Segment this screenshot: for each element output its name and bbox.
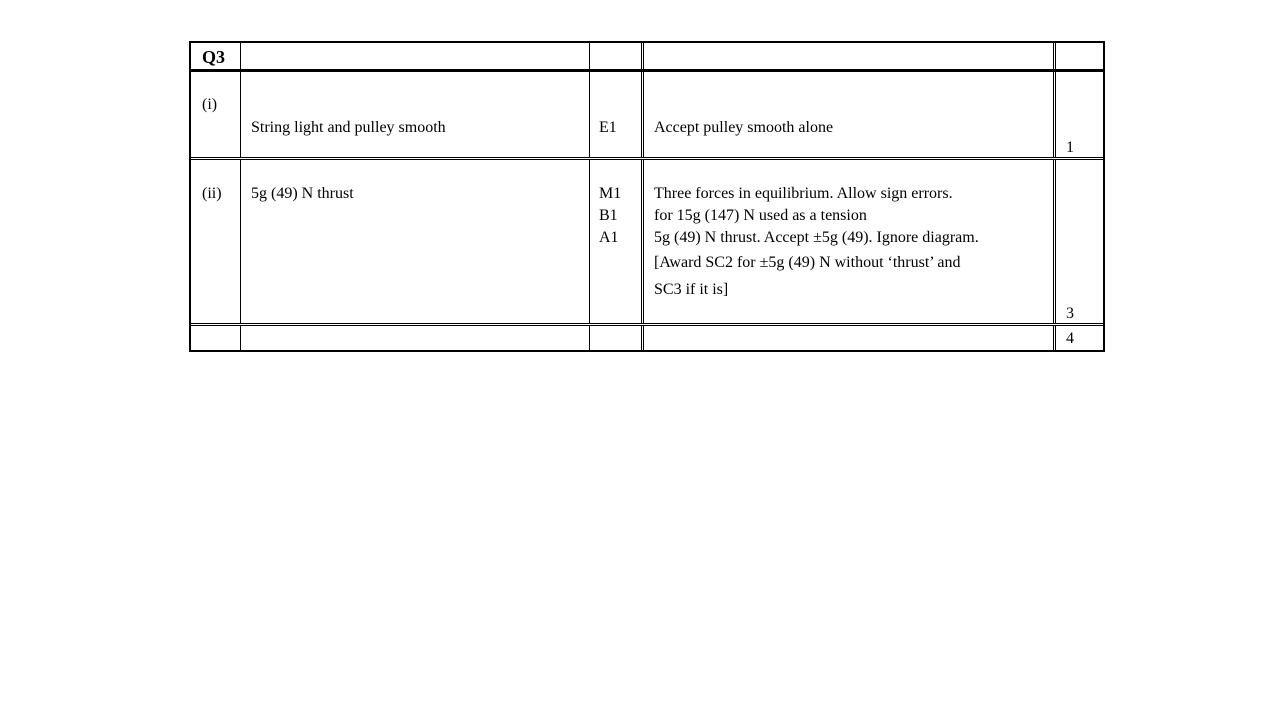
part-total: 1 (1066, 139, 1074, 156)
table-row (191, 72, 1103, 160)
header-mark-cell (590, 43, 644, 69)
answer-cell (241, 160, 590, 323)
part-cell (191, 160, 241, 323)
footer-mark-cell (590, 326, 644, 350)
mark-code: E1 (599, 119, 617, 136)
mark-scheme-table (189, 41, 1105, 352)
question-number-cell (191, 43, 241, 69)
part-label: (i) (202, 96, 218, 113)
question-header-row (191, 43, 1103, 72)
header-guidance-cell (644, 43, 1056, 69)
grand-total-row (191, 326, 1103, 350)
guidance-line: [Award SC2 for ±5g (49) N without ‘thrust’ and (654, 254, 961, 271)
guidance-line: SC3 if it is] (654, 281, 729, 298)
guidance-cell (644, 160, 1056, 323)
part-cell (191, 72, 241, 157)
guidance-text: Accept pulley smooth alone (654, 119, 834, 136)
mark-codes (599, 183, 621, 249)
answer-text: String light and pulley smooth (251, 119, 446, 136)
guidance-line: 5g (49) N thrust. Accept ±5g (49). Ignore diagram. (654, 229, 979, 246)
answer-text: 5g (49) N thrust (251, 185, 354, 202)
question-number: Q3 (202, 47, 226, 67)
mark-cell (590, 72, 644, 157)
guidance-text (654, 183, 979, 303)
mark-code: B1 (599, 207, 618, 224)
table-row (191, 160, 1103, 326)
total-cell (1056, 72, 1103, 157)
guidance-line: Three forces in equilibrium. Allow sign errors. (654, 185, 953, 202)
footer-part-cell (191, 326, 241, 350)
grand-total-cell (1056, 326, 1103, 350)
header-answer-cell (241, 43, 590, 69)
part-total: 3 (1066, 305, 1074, 322)
guidance-line: for 15g (147) N used as a tension (654, 207, 867, 224)
part-label: (ii) (202, 185, 222, 202)
footer-answer-cell (241, 326, 590, 350)
footer-guidance-cell (644, 326, 1056, 350)
header-total-cell (1056, 43, 1103, 69)
mark-code: A1 (599, 229, 619, 246)
grand-total: 4 (1066, 330, 1074, 347)
answer-cell (241, 72, 590, 157)
mark-code: M1 (599, 185, 622, 202)
mark-cell (590, 160, 644, 323)
guidance-cell (644, 72, 1056, 157)
total-cell (1056, 160, 1103, 323)
